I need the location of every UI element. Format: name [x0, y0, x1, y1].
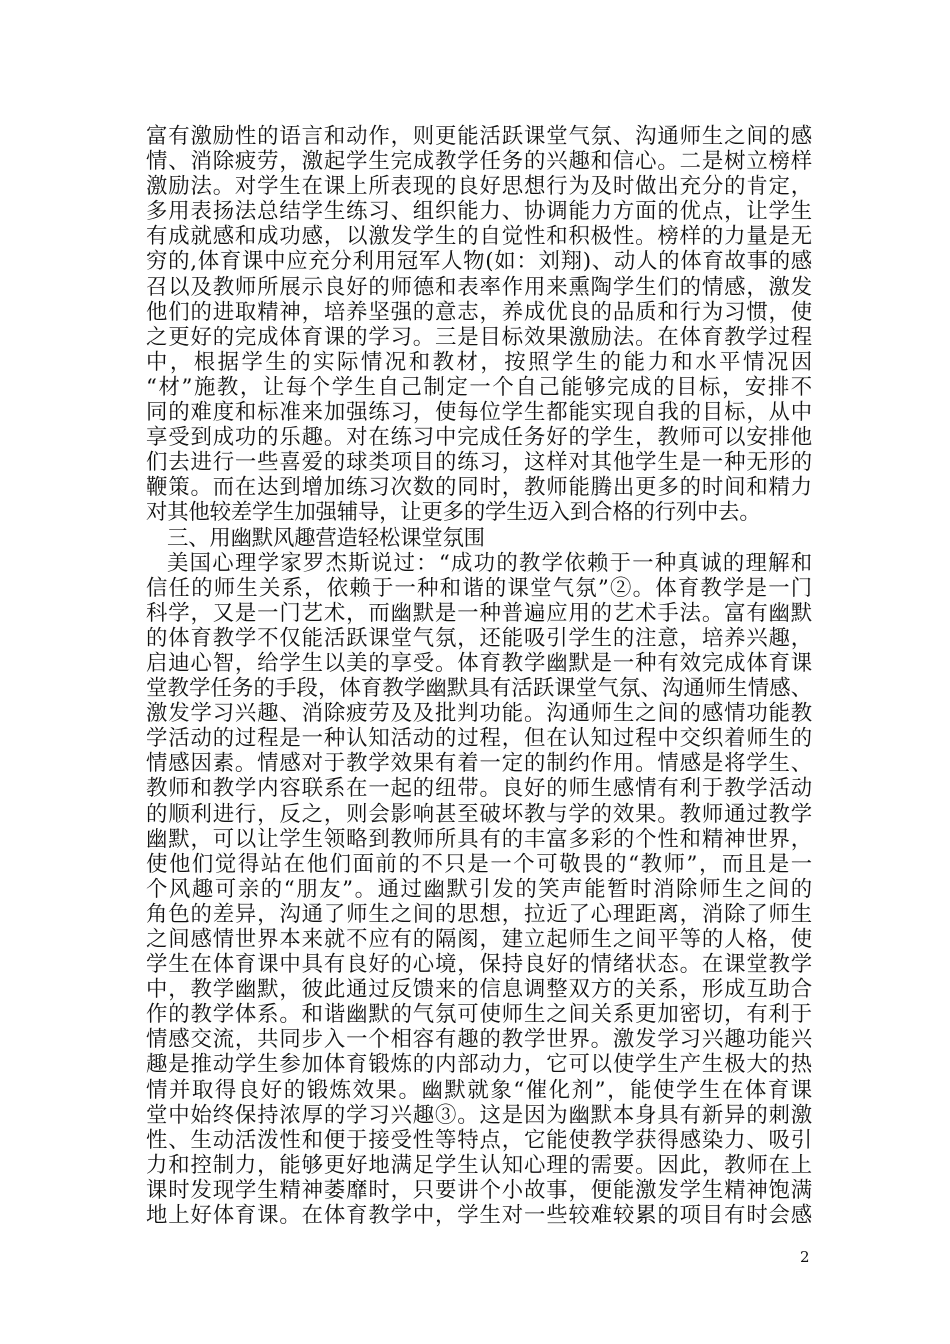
text-line: 课时发现学生精神萎靡时，只要讲个小故事，便能激发学生精神饱满: [146, 1177, 812, 1203]
text-line: 之间感情世界本来就不应有的隔阂，建立起师生之间平等的人格，使: [146, 927, 812, 952]
document-body: [146, 124, 812, 1228]
text-line: 学生在体育课中具有良好的心境，保持良好的情绪状态。在课堂教学: [146, 952, 812, 978]
text-line: 启迪心智，给学生以美的享受。体育教学幽默是一种有效完成体育课: [146, 650, 812, 676]
text-line: 地上好体育课。在体育教学中，学生对一些较难较累的项目有时会感: [146, 1203, 812, 1229]
text-line: 个风趣可亲的“朋友”。通过幽默引发的笑声能暂时消除师生之间的: [146, 876, 812, 902]
text-line: 他们的进取精神，培养坚强的意志，养成优良的品质和行为习惯，使: [146, 299, 812, 325]
text-line: 信任的师生关系，依赖于一种和谐的课堂气氛”②。体育教学是一门: [146, 575, 812, 601]
text-line: 鞭策。而在达到增加练习次数的同时，教师能腾出更多的时间和精力: [146, 475, 812, 501]
text-line: 的顺利进行，反之，则会影响甚至破坏教与学的效果。教师通过教学: [146, 801, 812, 827]
text-line: 穷的,体育课中应充分利用冠军人物(如：刘翔)、动人的体育故事的感: [146, 249, 812, 275]
text-line: 享受到成功的乐趣。对在练习中完成任务好的学生，教师可以安排他: [146, 425, 812, 451]
text-line: 中，教学幽默，彼此通过反馈来的信息调整双方的关系，形成互助合: [146, 977, 812, 1003]
text-line: 学活动的过程是一种认知活动的过程，但在认知过程中交织着师生的: [146, 726, 812, 752]
text-line: 激励法。对学生在课上所表现的良好思想行为及时做出充分的肯定，: [146, 174, 812, 200]
text-line: 堂教学任务的手段，体育教学幽默具有活跃课堂气氛、沟通师生情感、: [146, 676, 812, 702]
page-number: 2: [800, 1248, 810, 1266]
text-line: 科学，又是一门艺术，而幽默是一种普遍应用的艺术手法。富有幽默: [146, 600, 812, 626]
text-line: 们去进行一些喜爱的球类项目的练习，这样对其他学生是一种无形的: [146, 450, 812, 476]
text-line: 情感因素。情感对于教学效果有着一定的制约作用。情感是将学生、: [146, 751, 812, 777]
text-line: 使他们觉得站在他们面前的不只是一个可敬畏的“教师”，而且是一: [146, 851, 812, 877]
text-line: 美国心理学家罗杰斯说过：“成功的教学依赖于一种真诚的理解和: [167, 550, 812, 576]
text-line: 力和控制力，能够更好地满足学生认知心理的需要。因此，教师在上: [146, 1152, 812, 1178]
text-line: 同的难度和标准来加强练习，使每位学生都能实现自我的目标，从中: [146, 400, 812, 426]
text-line: 堂中始终保持浓厚的学习兴趣③。这是因为幽默本身具有新异的刺激: [146, 1102, 812, 1128]
text-line: 对其他较差学生加强辅导，让更多的学生迈入到合格的行列中去。: [146, 500, 761, 526]
text-line: 趣是推动学生参加体育锻炼的内部动力，它可以使学生产生极大的热: [146, 1052, 812, 1078]
text-line: 有成就感和成功感，以激发学生的自觉性和积极性。榜样的力量是无: [146, 224, 812, 250]
text-line: “材”施教，让每个学生自己制定一个自己能够完成的目标，安排不: [146, 374, 812, 400]
text-line: 多用表扬法总结学生练习、组织能力、协调能力方面的优点，让学生: [146, 199, 812, 225]
text-line: 中，根据学生的实际情况和教材，按照学生的能力和水平情况因: [146, 349, 812, 375]
text-line: 召以及教师所展示良好的师德和表率作用来熏陶学生们的情感，激发: [146, 274, 812, 300]
section-heading: 三、用幽默风趣营造轻松课堂氛围: [167, 525, 485, 551]
text-line: 幽默，可以让学生领略到教师所具有的丰富多彩的个性和精神世界，: [146, 826, 812, 852]
text-line: 富有激励性的语言和动作，则更能活跃课堂气氛、沟通师生之间的感: [146, 124, 812, 149]
text-line: 性、生动活泼性和便于接受性等特点，它能使教学获得感染力、吸引: [146, 1127, 812, 1153]
text-line: 情、消除疲劳，激起学生完成教学任务的兴趣和信心。二是树立榜样: [146, 149, 812, 175]
text-line: 情并取得良好的锻炼效果。幽默就象“催化剂”，能使学生在体育课: [146, 1077, 812, 1103]
text-line: 激发学习兴趣、消除疲劳及及批判功能。沟通师生之间的感情功能教: [146, 701, 812, 727]
text-line: 之更好的完成体育课的学习。三是目标效果激励法。在体育教学过程: [146, 324, 812, 350]
text-line: 作的教学体系。和谐幽默的气氛可使师生之间关系更加密切，有利于: [146, 1002, 812, 1028]
text-line: 教师和教学内容联系在一起的纽带。良好的师生感情有利于教学活动: [146, 776, 812, 802]
text-line: 情感交流，共同步入一个相容有趣的教学世界。激发学习兴趣功能兴: [146, 1027, 812, 1053]
text-line: 的体育教学不仅能活跃课堂气氛，还能吸引学生的注意，培养兴趣，: [146, 625, 812, 651]
text-line: 角色的差异，沟通了师生之间的思想，拉近了心理距离，消除了师生: [146, 901, 812, 927]
